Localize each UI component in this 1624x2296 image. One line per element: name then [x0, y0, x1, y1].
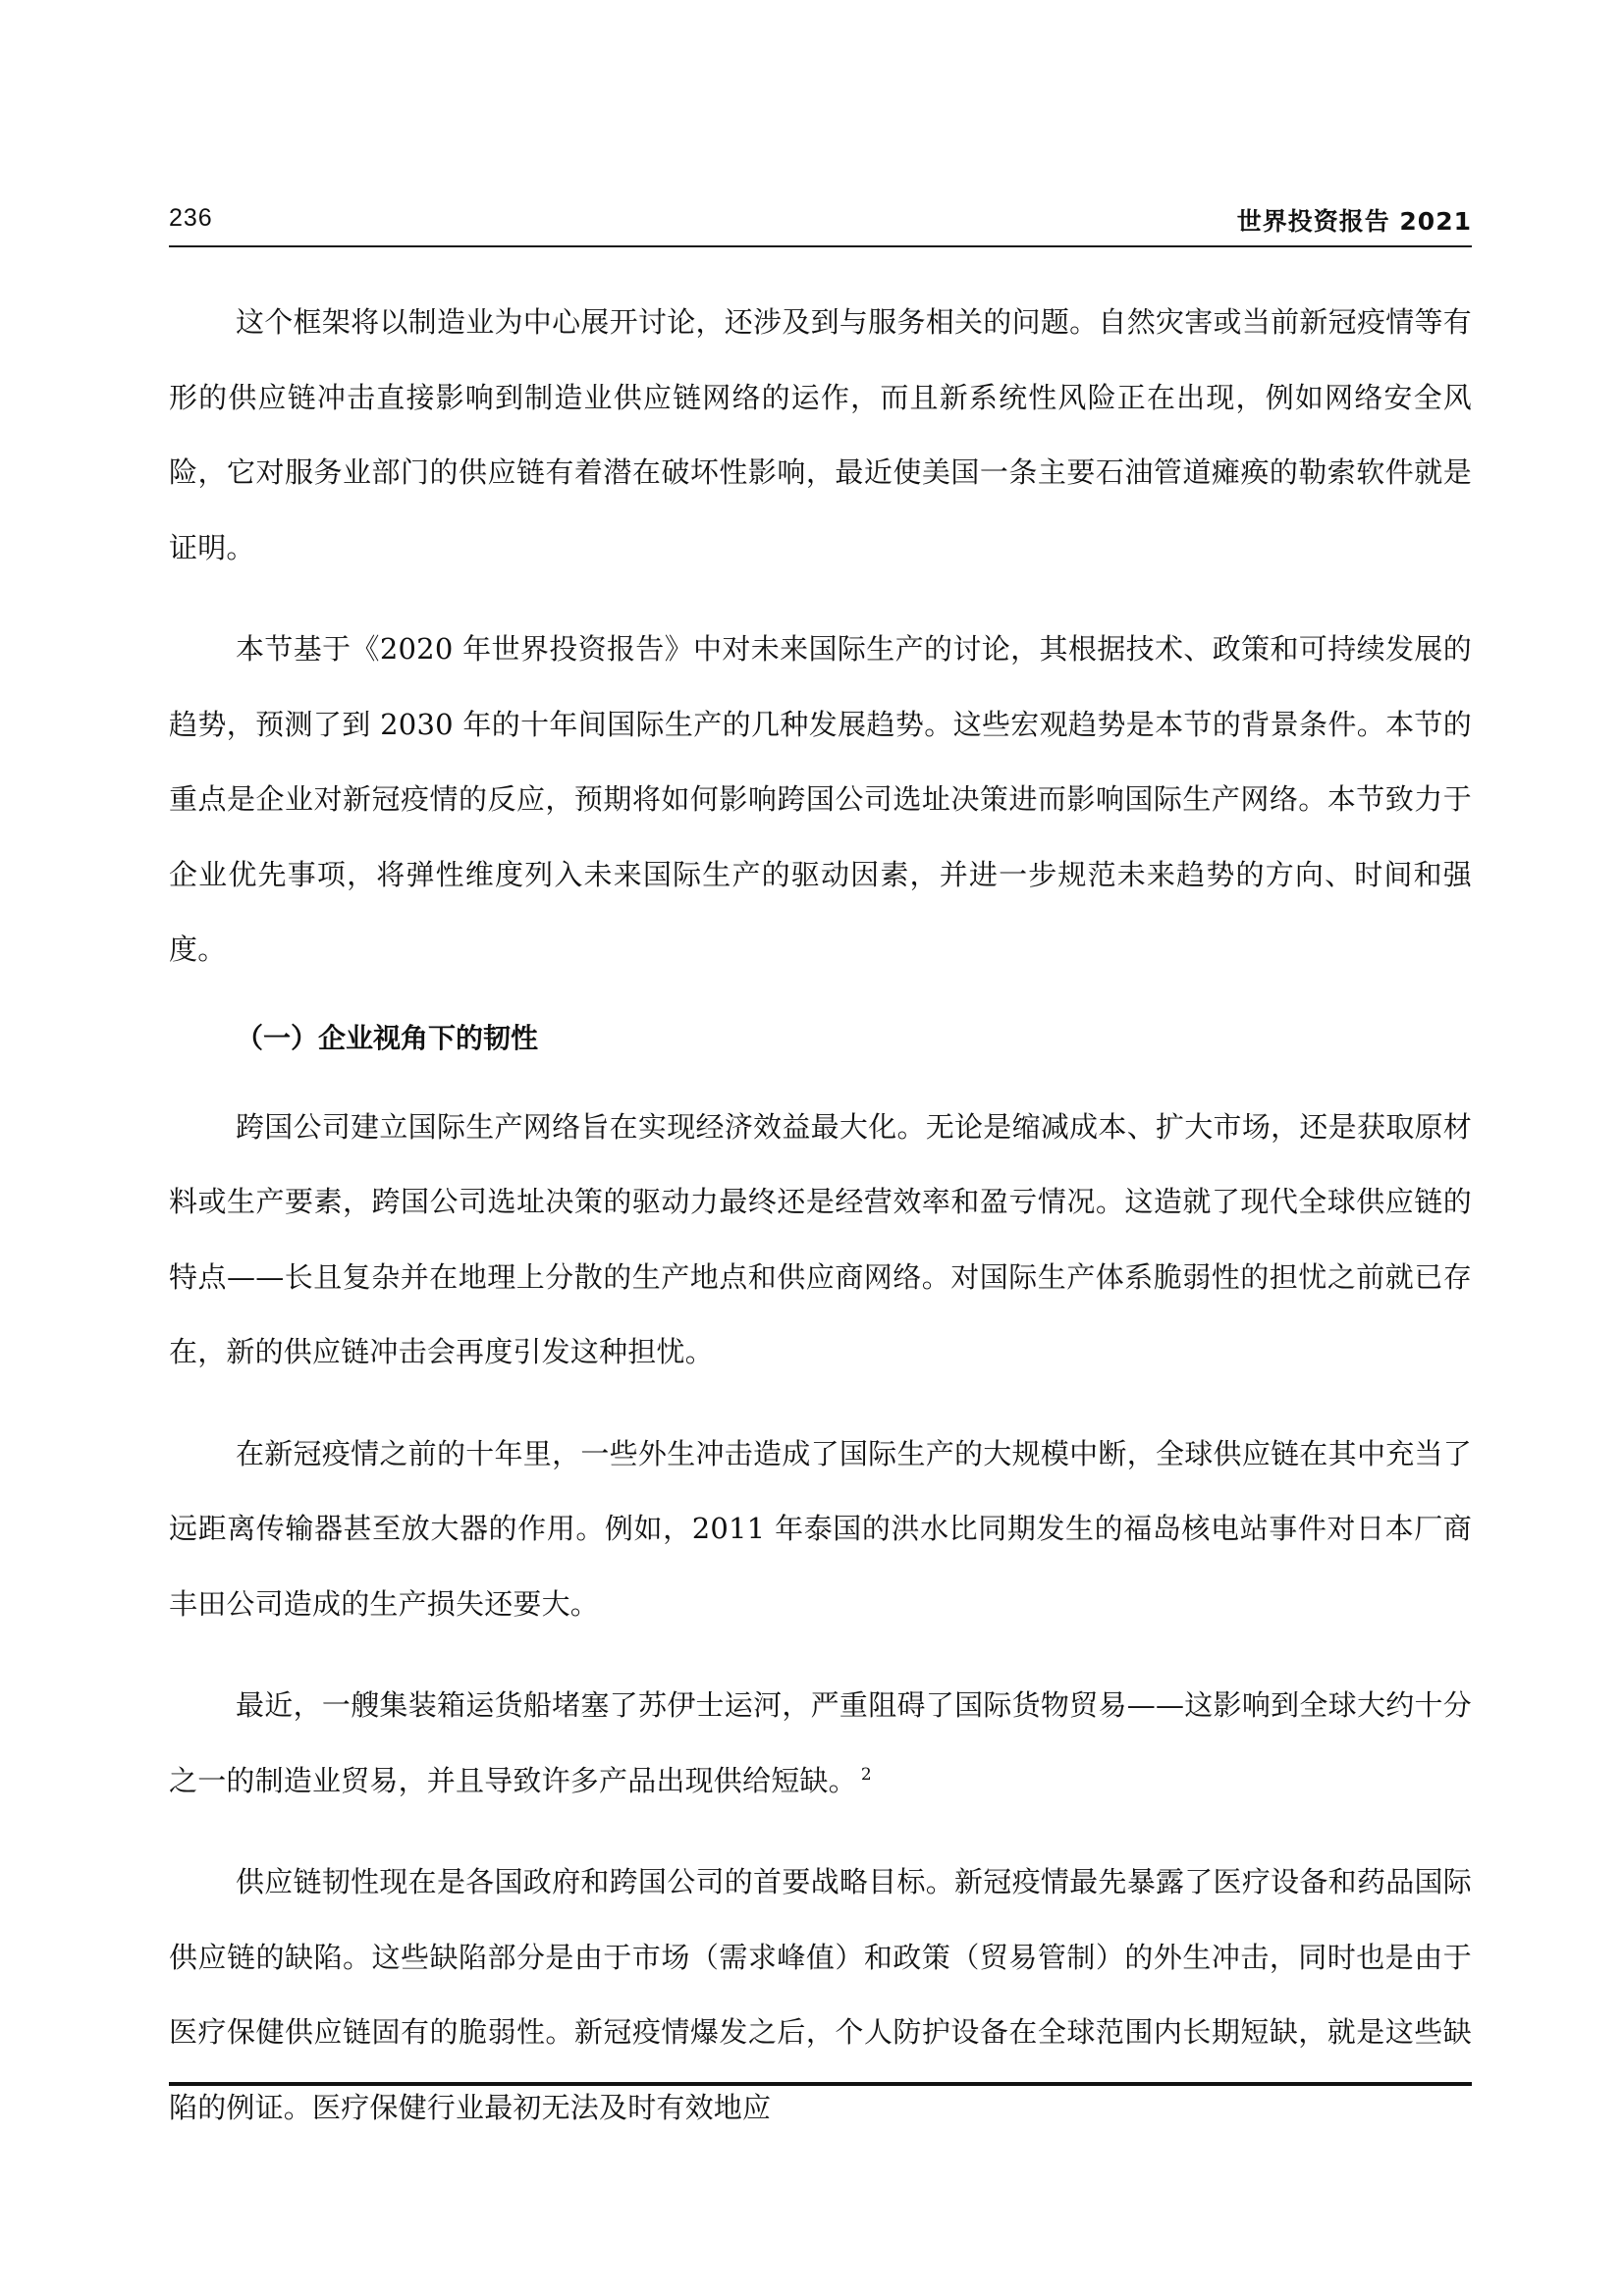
footer-rule [169, 2082, 1472, 2086]
footnote-marker[interactable]: 2 [860, 1764, 872, 1785]
section-heading: （一）企业视角下的韧性 [236, 1021, 539, 1054]
paragraph: 这个框架将以制造业为中心展开讨论，还涉及到与服务相关的问题。自然灾害或当前新冠疫情等有形的供应链冲击直接影响到制造业供应链网络的运作，而且新系统性风险正在出现，例如网络安全风险，它对服务业部门的供应链有着潜在破坏性影响，最近使美国一条主要石油管道瘫痪的勒索软件就是证明。 [169, 305, 1472, 564]
paragraph: 在新冠疫情之前的十年里，一些外生冲击造成了国际生产的大规模中断，全球供应链在其中充当了远距离传输器甚至放大器的作用。例如，2011 年泰国的洪水比同期发生的福岛核电站事件对日本厂商丰田公司造成的生产损失还要大。 [169, 1436, 1472, 1621]
body-text [169, 285, 1472, 2171]
paragraph: 供应链韧性现在是各国政府和跨国公司的首要战略目标。新冠疫情最先暴露了医疗设备和药品国际供应链的缺陷。这些缺陷部分是由于市场（需求峰值）和政策（贸易管制）的外生冲击，同时也是由于医疗保健供应链固有的脆弱性。新冠疫情爆发之后，个人防护设备在全球范围内长期短缺，就是这些缺陷的例证。医疗保健行业最初无法及时有效地应 [169, 1865, 1472, 2124]
paragraph: 跨国公司建立国际生产网络旨在实现经济效益最大化。无论是缩减成本、扩大市场，还是获取原材料或生产要素，跨国公司选址决策的驱动力最终还是经营效率和盈亏情况。这造就了现代全球供应链的特点——长且复杂并在地理上分散的生产地点和供应商网络。对国际生产体系脆弱性的担忧之前就已存在，新的供应链冲击会再度引发这种担忧。 [169, 1109, 1472, 1368]
running-title: 世界投资报告 2021 [1236, 207, 1472, 236]
page-header [169, 196, 1472, 247]
paragraph-with-footnote [169, 1668, 1472, 1818]
paragraph-text: 最近，一艘集装箱运货船堵塞了苏伊士运河，严重阻碍了国际货物贸易——这影响到全球大约十分之一的制造业贸易，并且导致许多产品出现供给短缺。 [169, 1688, 1472, 1797]
page-number: 236 [169, 204, 213, 232]
paragraph: 本节基于《2020 年世界投资报告》中对未来国际生产的讨论，其根据技术、政策和可持续发展的趋势，预测了到 2030 年的十年间国际生产的几种发展趋势。这些宏观趋势是本节的背景条件。本节的重点是企业对新冠疫情的反应，预期将如何影响跨国公司选址决策进而影响国际生产网络。本节致力于企业优先事项，将弹性维度列入未来国际生产的驱动因素，并进一步规范未来趋势的方向、时间和强度。 [169, 632, 1472, 966]
